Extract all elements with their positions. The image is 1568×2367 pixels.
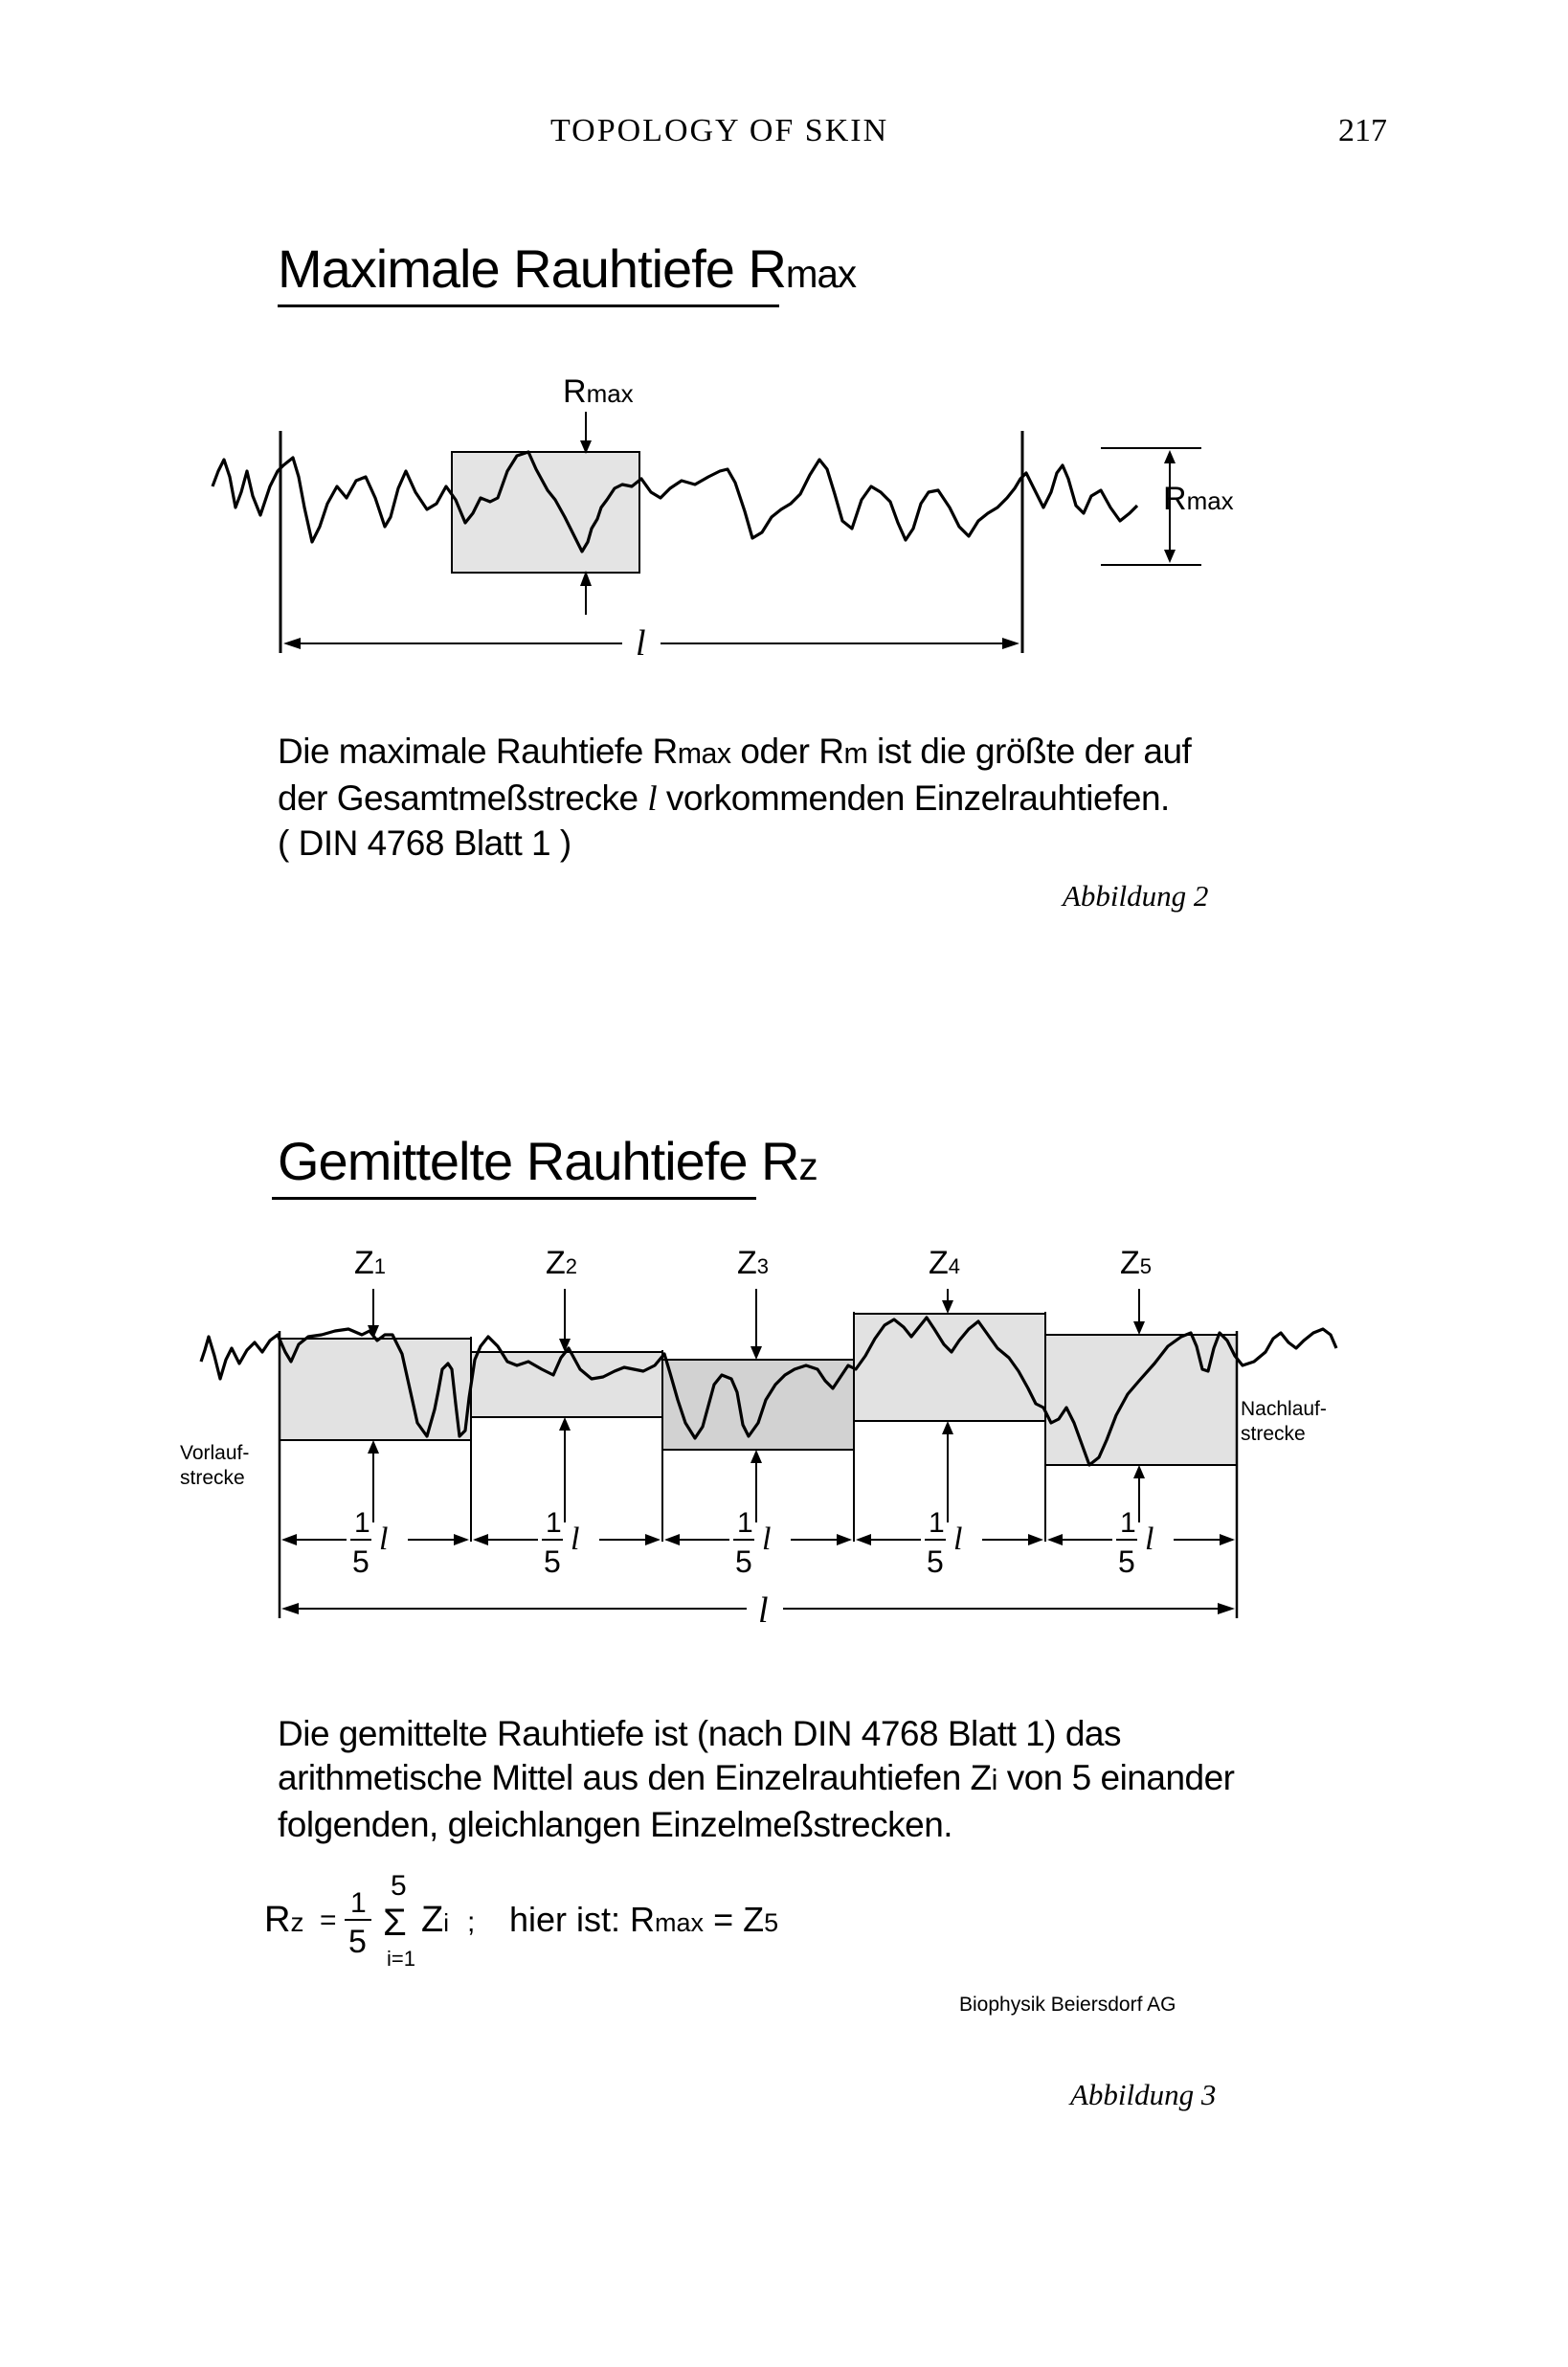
fraction-num-2: 1: [546, 1507, 562, 1539]
total-length-arrowhead-left: [281, 1603, 299, 1614]
fraction-num-3: 1: [737, 1507, 753, 1539]
segment-box-2: [471, 1352, 662, 1417]
desc2-l2-c: vorkommenden Einzelrauhtiefen.: [657, 778, 1170, 818]
z-arrowhead-down-4: [942, 1300, 953, 1314]
figure2-title-main: Maximale Rauhtiefe R: [278, 238, 786, 299]
formula-frac-num: 1: [350, 1887, 367, 1919]
desc3-l2-a: arithmetische Mittel aus den Einzelrauhtiefen Z: [278, 1758, 992, 1797]
fraction-var-1: l: [379, 1522, 389, 1557]
figure3-caption: Abbildung 3: [1070, 2078, 1217, 2111]
rmax-side-arrowhead-down: [1164, 550, 1176, 563]
length-arrowhead-right: [1002, 638, 1019, 649]
figure3-description: [278, 1712, 1235, 1847]
fraction-num-4: 1: [929, 1507, 945, 1539]
desc2-l1-c: oder R: [730, 732, 844, 771]
figure3-title-sub: z: [798, 1144, 818, 1188]
figure2-title-sub: max: [785, 252, 857, 296]
nachlauf-label-line1: Nachlauf-: [1241, 1398, 1327, 1420]
fraction-arrowhead-left-3: [664, 1534, 680, 1545]
fraction-arrowhead-left-2: [473, 1534, 488, 1545]
formula-separator: ;: [467, 1906, 476, 1938]
length-arrowhead-left: [283, 638, 301, 649]
z-label-2: Z2: [546, 1245, 578, 1281]
fraction-den-3: 5: [735, 1544, 752, 1579]
fraction-den-1: 5: [352, 1544, 370, 1579]
fraction-arrowhead-right-2: [645, 1534, 661, 1545]
segment-box-5: [1045, 1335, 1237, 1465]
desc2-l1-d: m: [843, 738, 868, 770]
z-arrowhead-up-2: [559, 1417, 571, 1431]
fraction-den-2: 5: [544, 1544, 561, 1579]
fraction-arrowhead-right-3: [837, 1534, 852, 1545]
formula-frac-den: 5: [348, 1924, 367, 1960]
vorlauf-label-line2: strecke: [180, 1467, 245, 1489]
z-label-5: Z5: [1120, 1245, 1153, 1281]
rmax-side-arrowhead-up: [1164, 450, 1176, 463]
figure3-desc-line1: Die gemittelte Rauhtiefe ist (nach DIN 4768 Blatt 1) das: [278, 1714, 1122, 1753]
rmax-side-label: Rmax: [1163, 481, 1234, 517]
fraction-num-1: 1: [354, 1507, 370, 1539]
fraction-arrowhead-left-1: [281, 1534, 297, 1545]
z-arrowhead-down-5: [1133, 1321, 1145, 1335]
running-head: TOPOLOGY OF SKIN: [550, 113, 889, 148]
formula-sum-lower: i=1: [387, 1947, 415, 1971]
figure2-title: [278, 237, 856, 300]
z-arrowhead-up-4: [942, 1421, 953, 1434]
figure2-title-underline: [278, 304, 779, 307]
vorlauf-label-line1: Vorlauf-: [180, 1442, 250, 1464]
figure2-description: [278, 730, 1191, 866]
desc2-l1-b: max: [677, 738, 731, 770]
fraction-den-4: 5: [927, 1544, 944, 1579]
page-number: 217: [1338, 113, 1387, 148]
desc2-l1-a: Die maximale Rauhtiefe R: [278, 732, 678, 771]
fraction-num-5: 1: [1120, 1507, 1136, 1539]
fraction-var-2: l: [571, 1522, 580, 1557]
fraction-arrowhead-right-5: [1220, 1534, 1235, 1545]
total-length-arrowhead-right: [1218, 1603, 1235, 1614]
figure2-diagram: [0, 364, 1568, 689]
figure2-desc-line2: [278, 777, 1191, 822]
roughness-profile-2: [213, 452, 1137, 552]
figure3-title: [278, 1130, 818, 1192]
desc2-l2-a: der Gesamtmeßstrecke: [278, 778, 648, 818]
figure3-title-main: Gemittelte Rauhtiefe R: [278, 1131, 799, 1191]
figure3-desc-line3: folgenden, gleichlangen Einzelmeßstrecken.: [278, 1805, 953, 1844]
figure2-caption: Abbildung 2: [1063, 879, 1209, 913]
desc3-l2-c: von 5 einander: [997, 1758, 1235, 1797]
figure3-title-underline: [272, 1197, 756, 1200]
fraction-arrowhead-right-4: [1028, 1534, 1043, 1545]
fraction-arrowhead-right-1: [454, 1534, 469, 1545]
fraction-arrowhead-left-5: [1047, 1534, 1063, 1545]
nachlauf-label-line2: strecke: [1241, 1423, 1306, 1445]
fraction-var-3: l: [762, 1522, 772, 1557]
segment-box-3: [662, 1360, 854, 1450]
z-label-4: Z4: [929, 1245, 961, 1281]
rz-formula: [258, 1853, 948, 1977]
desc2-l1-e: ist die größte der auf: [867, 732, 1192, 771]
length-label-2: l: [636, 623, 646, 664]
formula-sum-symbol: Σ: [383, 1902, 407, 1944]
formula-note: hier ist: Rmax = Z5: [509, 1900, 779, 1939]
rmax-top-label: Rmax: [563, 373, 634, 410]
formula-sum-upper: 5: [391, 1870, 407, 1902]
fraction-den-5: 5: [1118, 1544, 1135, 1579]
fraction-arrowhead-left-4: [856, 1534, 871, 1545]
fraction-var-4: l: [953, 1522, 963, 1557]
desc3-l2-b: i: [991, 1765, 997, 1796]
fraction-var-5: l: [1145, 1522, 1154, 1557]
z-arrowhead-up-3: [750, 1450, 762, 1463]
rmax-box: [452, 452, 639, 573]
length-label-3: l: [758, 1590, 769, 1631]
formula-lhs: Rz: [264, 1900, 304, 1940]
fraction-dimensions-group: [281, 1507, 1235, 1579]
formula-equals: =: [320, 1905, 337, 1936]
z-arrowhead-up-1: [368, 1440, 379, 1454]
credit-line: Biophysik Beiersdorf AG: [959, 1994, 1176, 2016]
z-arrowhead-down-3: [750, 1346, 762, 1360]
desc2-l2-b: l: [647, 779, 658, 819]
figure2-desc-line1: [278, 730, 1191, 777]
figure3-desc-line2: [278, 1756, 1235, 1803]
formula-term: Zi: [421, 1900, 449, 1940]
segment-box-1: [280, 1339, 471, 1440]
figure3-diagram: [0, 1235, 1568, 1666]
figure2-desc-line3: ( DIN 4768 Blatt 1 ): [278, 823, 571, 863]
z-label-1: Z1: [354, 1245, 387, 1281]
z-arrowhead-up-5: [1133, 1465, 1145, 1478]
z-label-3: Z3: [737, 1245, 770, 1281]
